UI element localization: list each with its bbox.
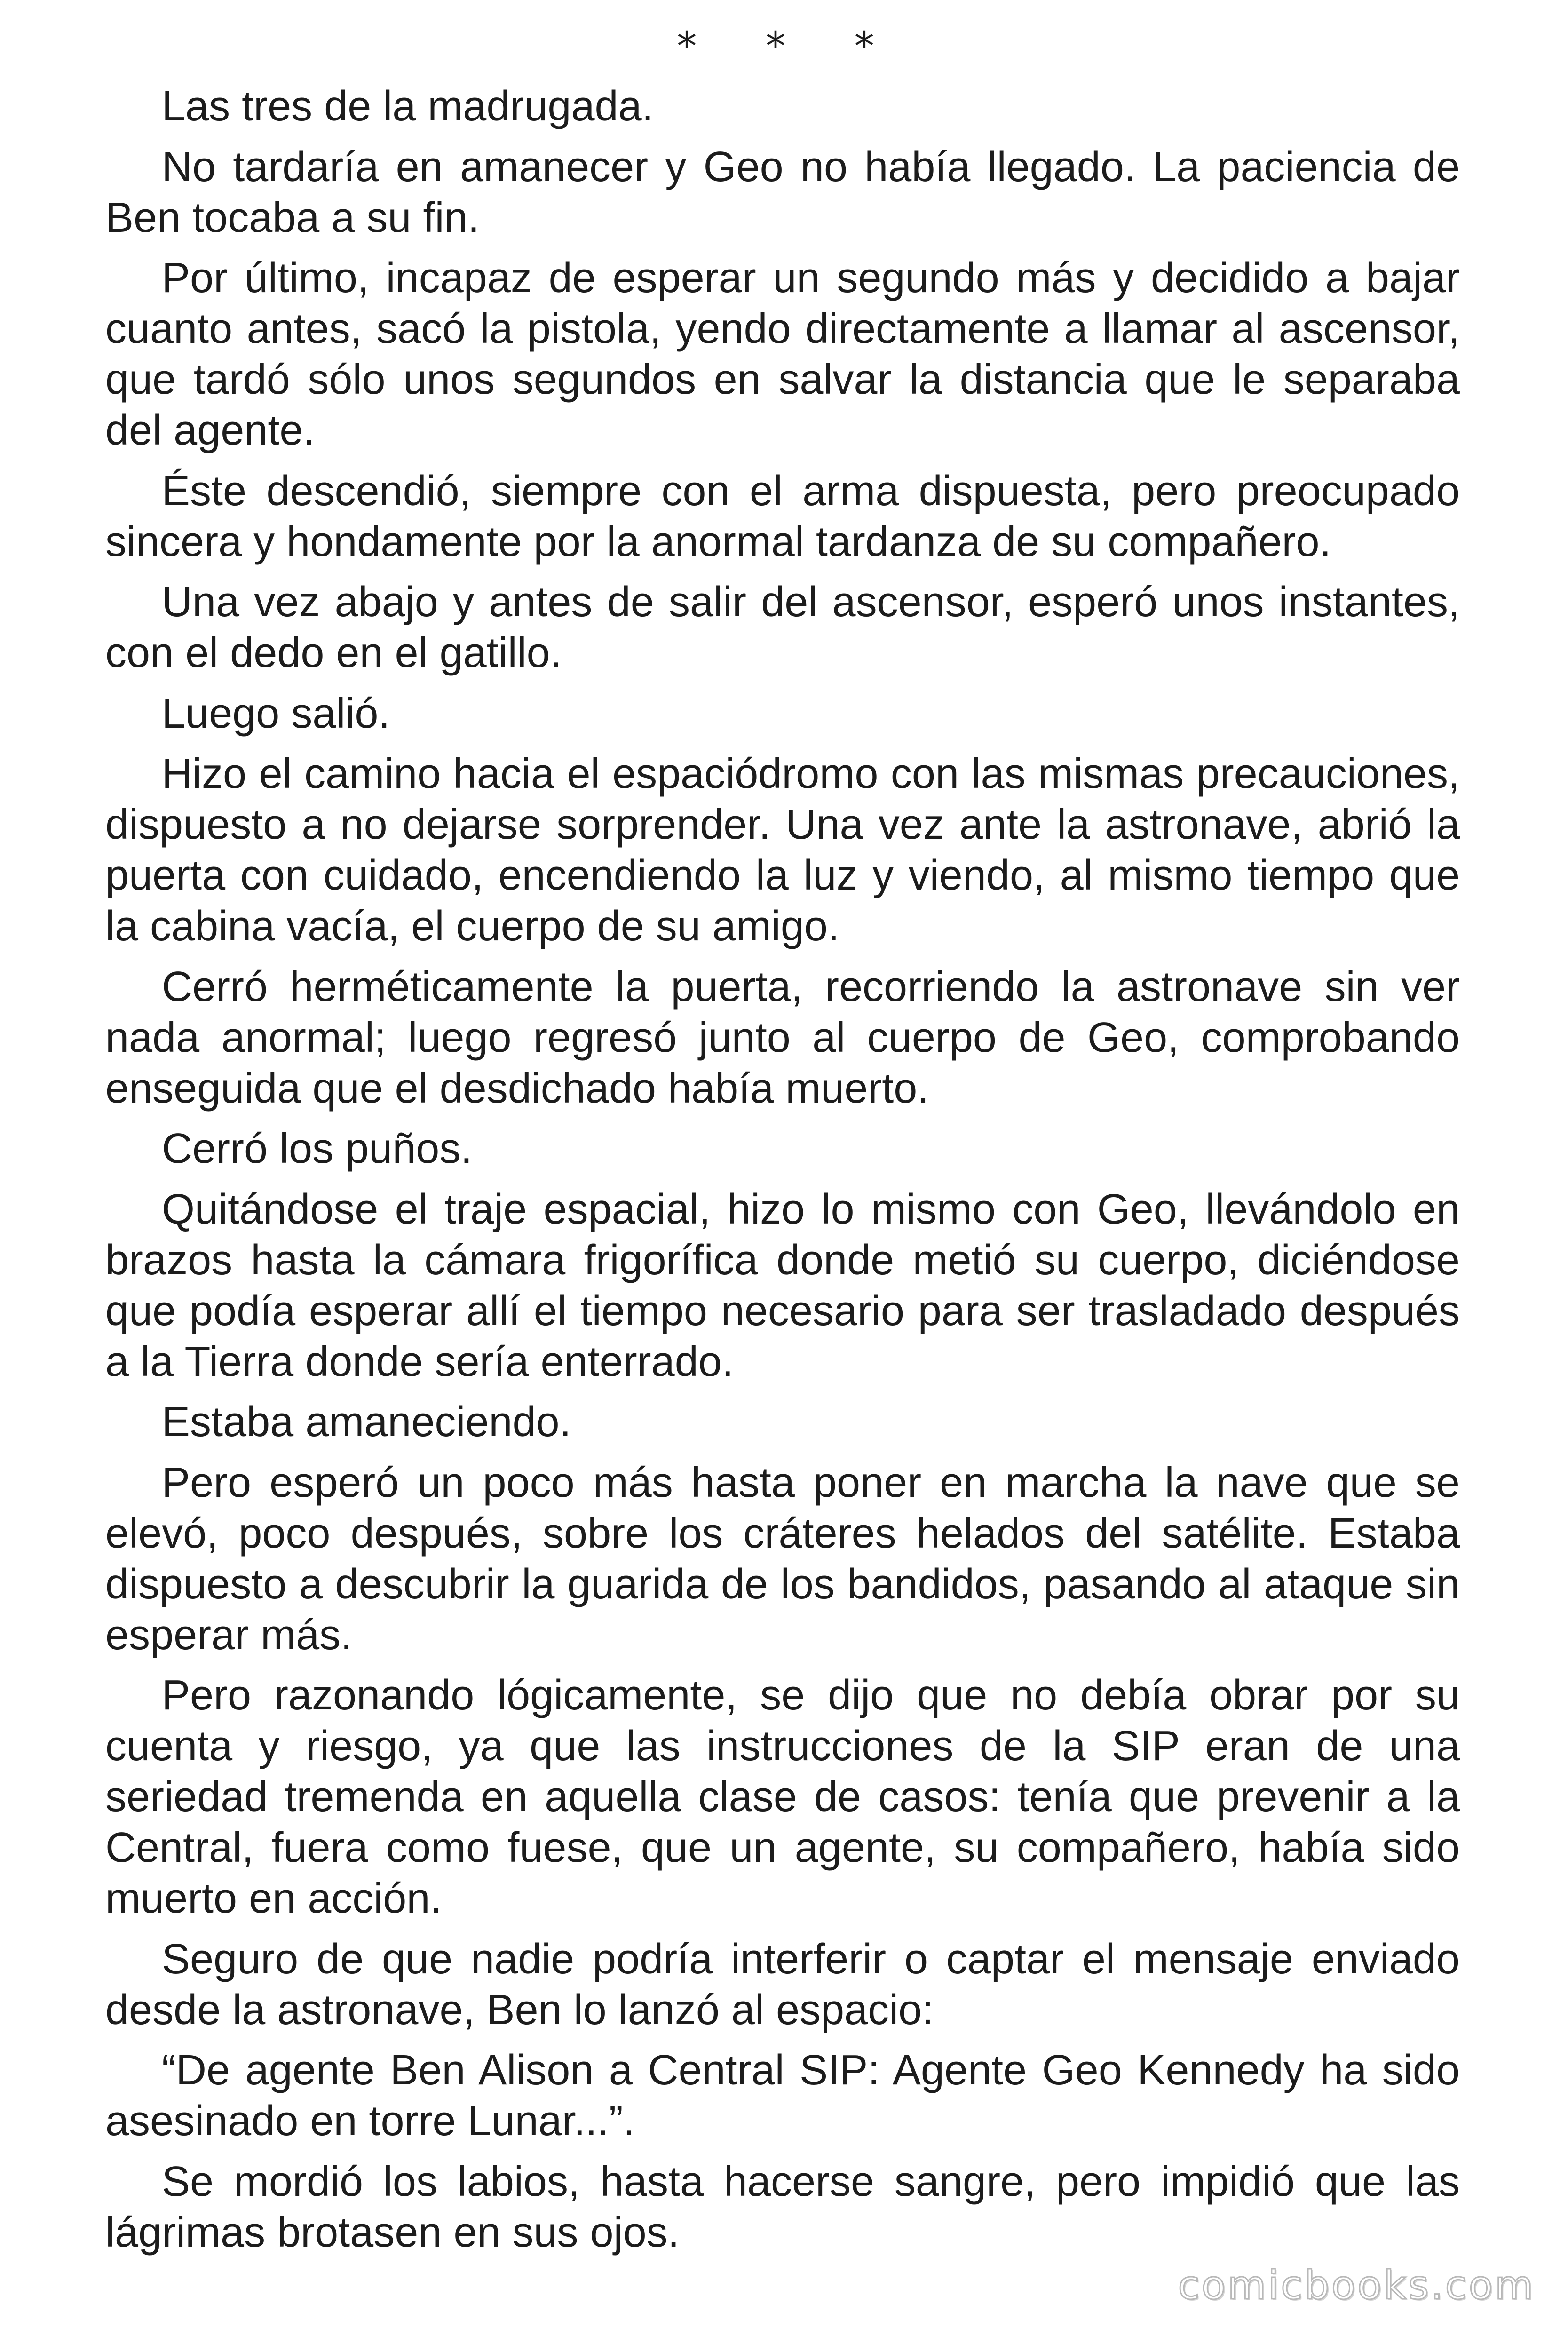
paragraph: Cerró herméticamente la puerta, recorriendo la astronave sin ver nada anormal; luego regresó junto al cuerpo de Geo, comprobando enseguida que el desdichado había muerto. <box>105 963 1460 1112</box>
watermark: comicbooks.com <box>1178 2262 1535 2308</box>
paragraph: Pero razonando lógicamente, se dijo que no debía obrar por su cuenta y riesgo, ya que las instrucciones de la SIP eran de una seriedad tremenda en aquella clase de casos: tenía que prevenir a la Central, fuera como fuese, que un agente, su compañero, había sido muerto en acción. <box>105 1672 1460 1922</box>
paragraph: “De agente Ben Alison a Central SIP: Agente Geo Kennedy ha sido asesinado en torre Lunar...”. <box>105 2047 1460 2145</box>
paragraph: Seguro de que nadie podría interferir o captar el mensaje enviado desde la astronave, Ben lo lanzó al espacio: <box>105 1935 1460 2034</box>
paragraph: Éste descendió, siempre con el arma dispuesta, pero preocupado sincera y hondamente por la anormal tardanza de su compañero. <box>105 467 1460 565</box>
page-body <box>105 81 1460 2267</box>
paragraph: Las tres de la madrugada. <box>162 83 654 130</box>
paragraph: Se mordió los labios, hasta hacerse sangre, pero impidió que las lágrimas brotasen en sus ojos. <box>105 2158 1460 2256</box>
paragraph: Hizo el camino hacia el espaciódromo con las mismas precauciones, dispuesto a no dejarse sorprender. Una vez ante la astronave, abrió la puerta con cuidado, encendiendo la luz y viendo, al mismo tiempo que la cabina vacía, el cuerpo de su amigo. <box>105 750 1460 950</box>
paragraph: Quitándose el traje espacial, hizo lo mismo con Geo, llevándolo en brazos hasta la cámara frigorífica donde metió su cuerpo, diciéndose que podía esperar allí el tiempo necesario para ser trasladado después a la Tierra donde sería enterrado. <box>105 1185 1460 1385</box>
paragraph: Luego salió. <box>162 690 390 737</box>
paragraph: Cerró los puños. <box>162 1125 473 1172</box>
paragraph: No tardaría en amanecer y Geo no había llegado. La paciencia de Ben tocaba a su fin. <box>105 143 1460 241</box>
paragraph: Una vez abajo y antes de salir del ascensor, esperó unos instantes, con el dedo en el gatillo. <box>105 579 1460 676</box>
paragraph: Por último, incapaz de esperar un segundo más y decidido a bajar cuanto antes, sacó la pistola, yendo directamente a llamar al ascensor, que tardó sólo unos segundos en salvar la distancia que le separaba del agente. <box>105 254 1460 454</box>
paragraph: Estaba amaneciendo. <box>162 1398 571 1446</box>
paragraph: Pero esperó un poco más hasta poner en marcha la nave que se elevó, poco después, sobre los cráteres helados del satélite. Estaba dispuesto a descubrir la guarida de los bandidos, pasando al ataque sin esperar más. <box>105 1459 1460 1659</box>
scene-break: * * * <box>677 23 888 69</box>
